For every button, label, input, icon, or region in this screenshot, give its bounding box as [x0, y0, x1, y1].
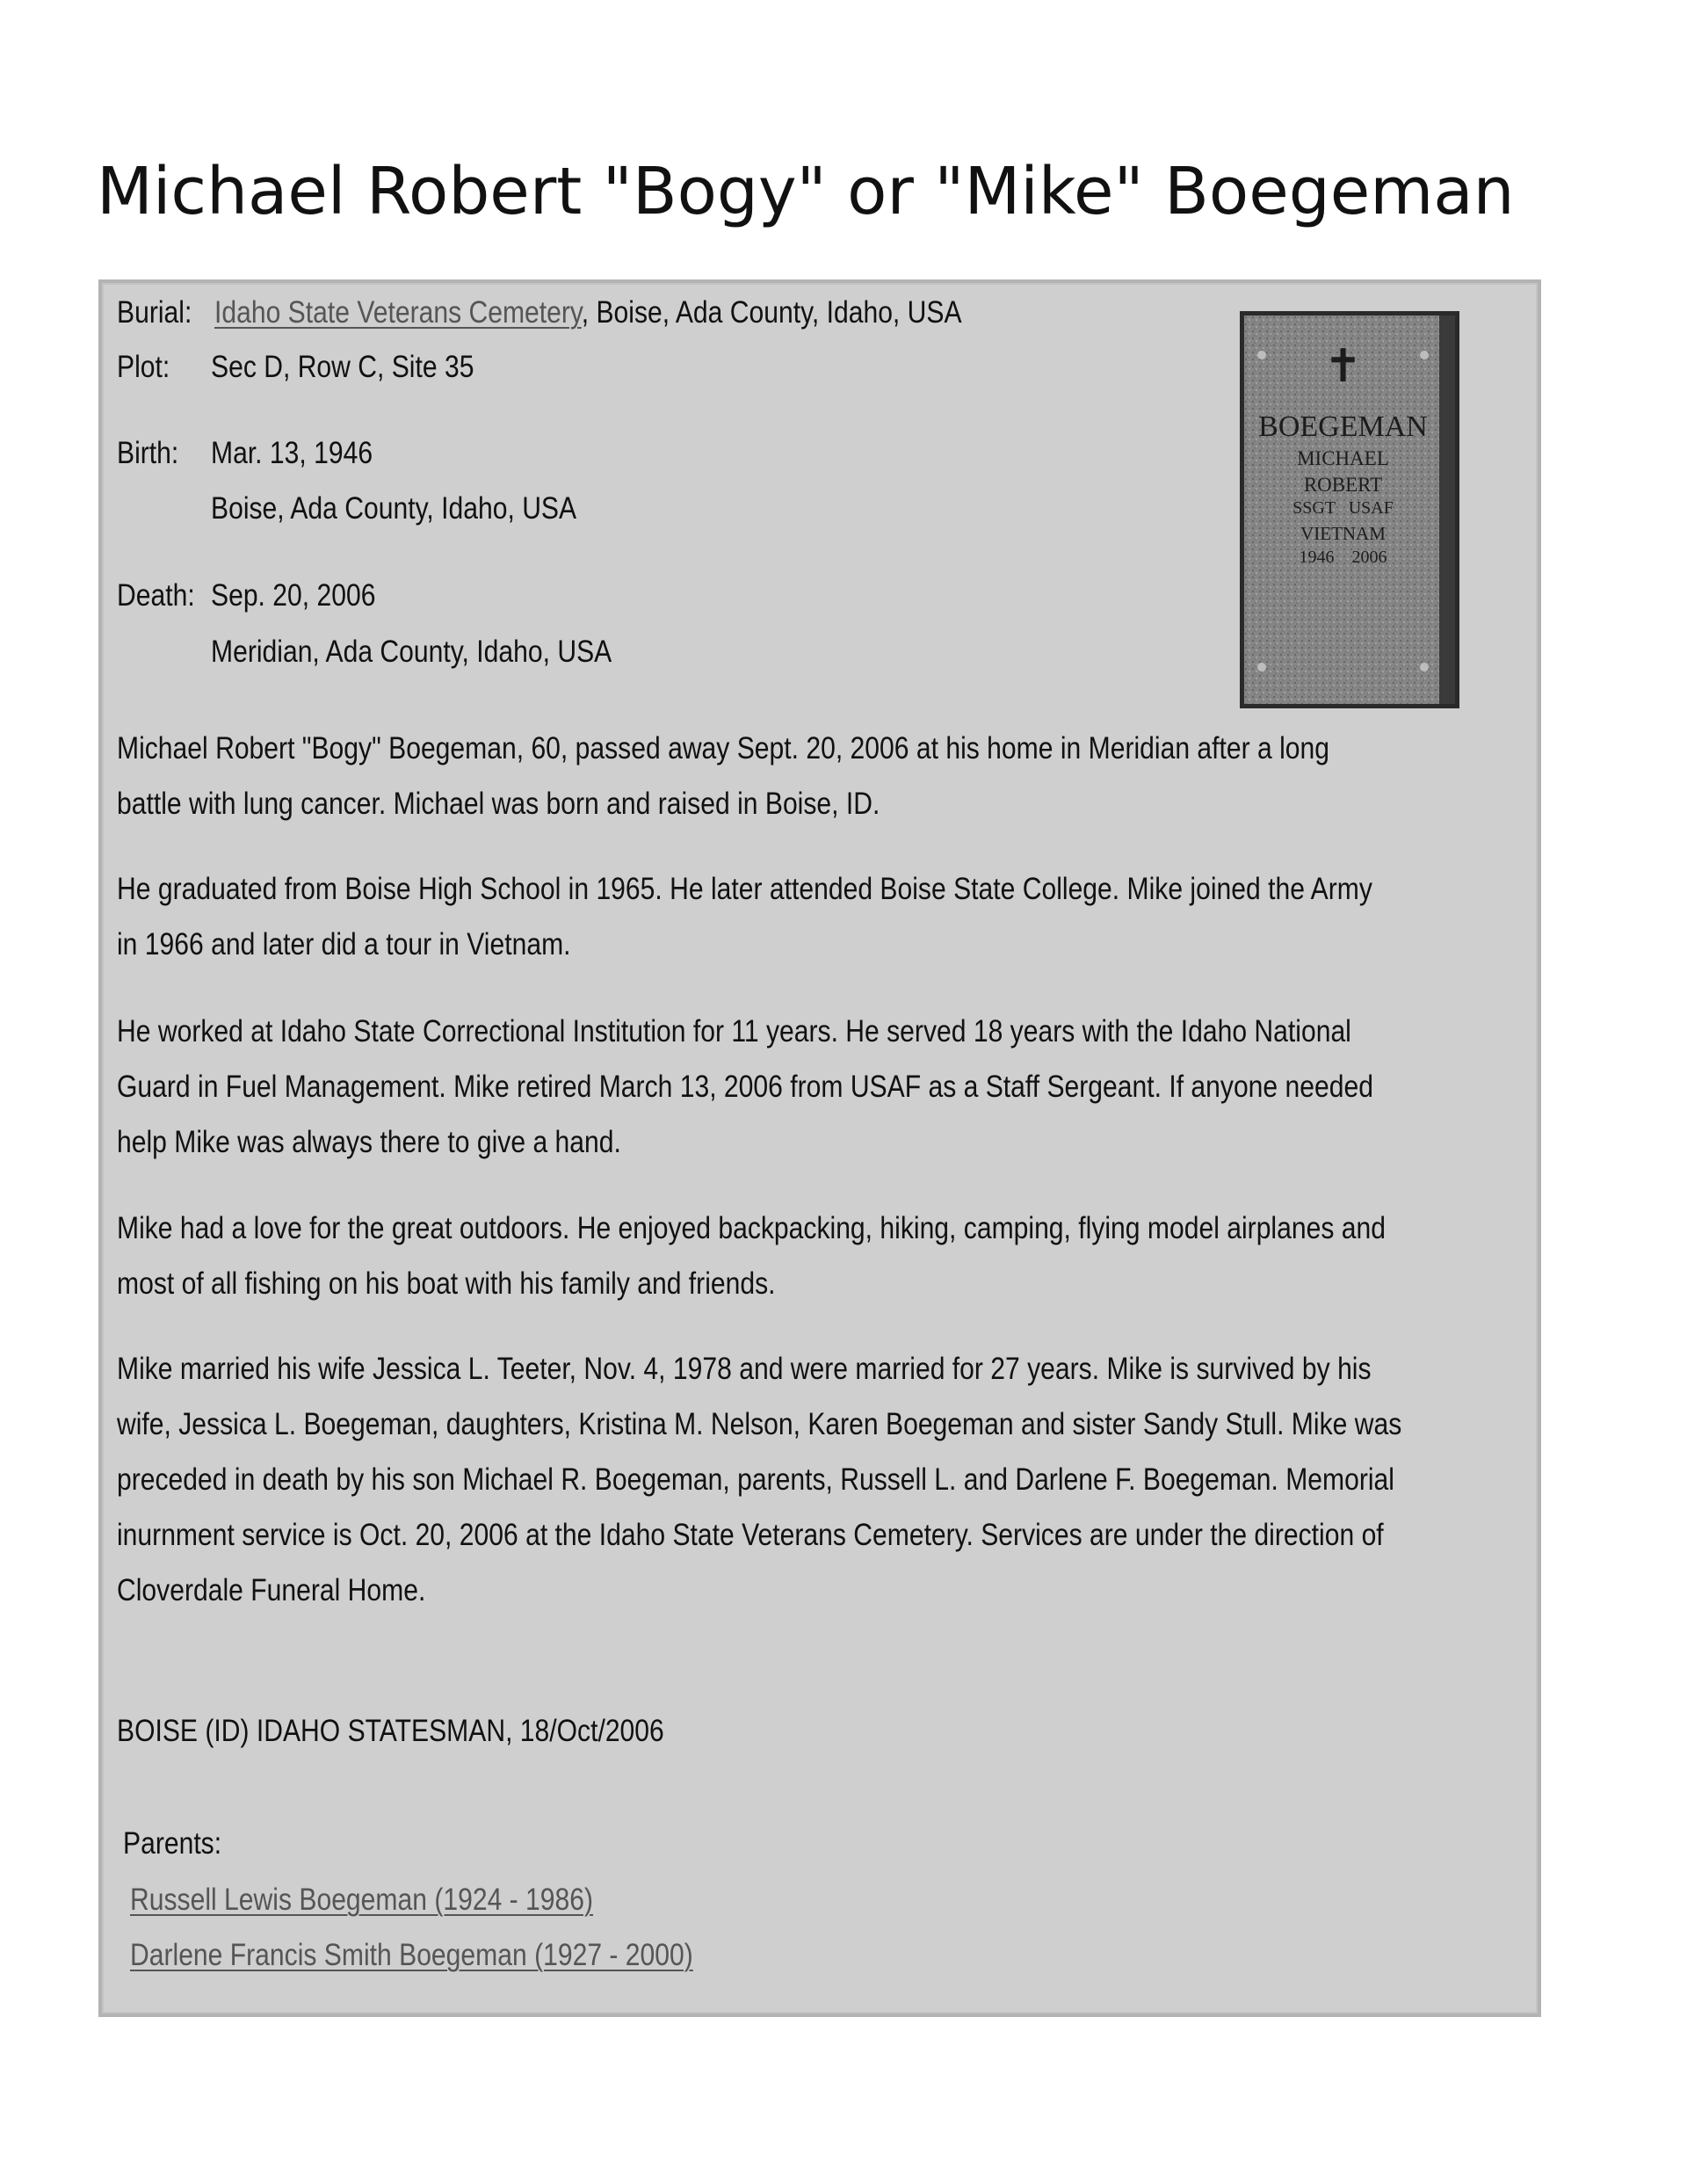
bio-line: He worked at Idaho State Correctional Institution for 11 years. He served 18 years with the Idaho National: [117, 1014, 1351, 1048]
father-link[interactable]: Russell Lewis Boegeman (1924 - 1986): [130, 1883, 594, 1917]
page-title: Michael Robert "Bogy" or "Mike" Boegeman: [97, 154, 1515, 229]
bio-line: wife, Jessica L. Boegeman, daughters, Kristina M. Nelson, Karen Boegeman and sister Sandy Stull. Mike was: [117, 1407, 1402, 1441]
death-label: Death:: [117, 578, 195, 613]
plot-value: Sec D, Row C, Site 35: [211, 350, 474, 384]
bio-line: Mike had a love for the great outdoors. He enjoyed backpacking, hiking, camping, flying model airplanes and: [117, 1211, 1386, 1245]
headstone-surname: BOEGEMAN: [1258, 410, 1428, 443]
parent-mother: [130, 1938, 693, 1973]
birth-place: Boise, Ada County, Idaho, USA: [211, 491, 577, 526]
burial-value: [214, 295, 962, 330]
bio-line: Cloverdale Funeral Home.: [117, 1573, 426, 1607]
bio-paragraph-5: [117, 1341, 1401, 1618]
mother-link[interactable]: Darlene Francis Smith Boegeman (1927 - 2000): [130, 1938, 693, 1972]
headstone-given2: ROBERT: [1303, 474, 1383, 496]
bio-paragraph-4: [117, 1201, 1386, 1311]
bio-line: help Mike was always there to give a hand.: [117, 1125, 621, 1159]
parents-label: Parents:: [123, 1826, 222, 1861]
plot-label: Plot:: [117, 350, 170, 384]
birth-date: Mar. 13, 1946: [211, 436, 373, 470]
cemetery-link[interactable]: Idaho State Veterans Cemetery: [214, 295, 582, 330]
headstone-war: VIETNAM: [1300, 523, 1386, 544]
burial-location: , Boise, Ada County, Idaho, USA: [581, 295, 962, 330]
headstone-years: 1946 2006: [1299, 548, 1387, 567]
bio-line: in 1966 and later did a tour in Vietnam.: [117, 927, 571, 961]
bio-line: Mike married his wife Jessica L. Teeter, Nov. 4, 1978 and were married for 27 years. Mike is survived by his: [117, 1352, 1372, 1386]
bio-line: preceded in death by his son Michael R. Boegeman, parents, Russell L. and Darlene F. Boegeman. Memorial: [117, 1462, 1394, 1497]
headstone-rank: SSGT USAF: [1292, 498, 1394, 518]
bio-line: inurnment service is Oct. 20, 2006 at the Idaho State Veterans Cemetery. Services are under the direction of: [117, 1518, 1384, 1552]
bio-line: battle with lung cancer. Michael was born and raised in Boise, ID.: [117, 787, 880, 821]
death-place: Meridian, Ada County, Idaho, USA: [211, 635, 612, 669]
bio-line: Michael Robert "Bogy" Boegeman, 60, passed away Sept. 20, 2006 at his home in Meridian after a long: [117, 731, 1330, 765]
bio-paragraph-1: [117, 721, 1329, 831]
headstone-given1: MICHAEL: [1297, 447, 1389, 469]
headstone-photo[interactable]: [1240, 311, 1459, 708]
bio-line: He graduated from Boise High School in 1965. He later attended Boise State College. Mike joined the Army: [117, 872, 1372, 906]
bio-line: most of all fishing on his boat with his family and friends.: [117, 1266, 776, 1301]
burial-label: Burial:: [117, 295, 192, 330]
bio-line: Guard in Fuel Management. Mike retired March 13, 2006 from USAF as a Staff Sergeant. If anyone needed: [117, 1070, 1373, 1104]
parent-father: [130, 1883, 593, 1918]
bio-paragraph-2: [117, 861, 1372, 972]
cross-icon: ✝: [1323, 342, 1363, 392]
bio-paragraph-3: [117, 1004, 1373, 1170]
birth-label: Birth:: [117, 436, 179, 470]
memorial-panel: [98, 279, 1541, 2017]
source-citation: BOISE (ID) IDAHO STATESMAN, 18/Oct/2006: [117, 1714, 664, 1748]
death-date: Sep. 20, 2006: [211, 578, 376, 613]
